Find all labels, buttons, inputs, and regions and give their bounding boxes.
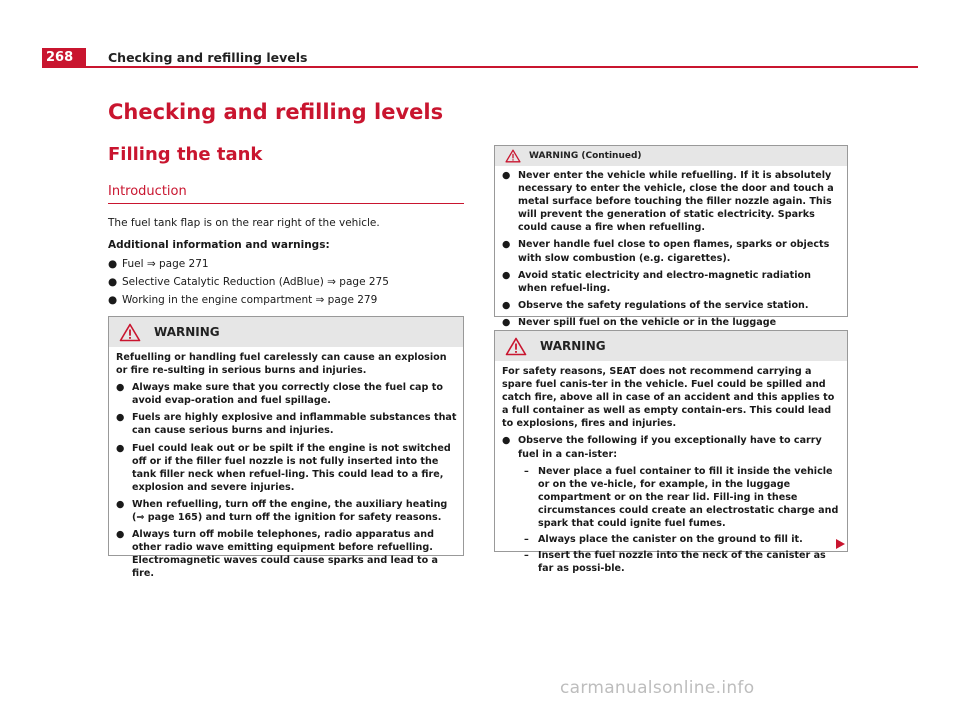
subsection-divider: [108, 203, 464, 204]
warning-header: [495, 331, 847, 361]
warning-header: [109, 317, 463, 347]
warning-triangle-icon: [505, 337, 527, 356]
warning-box-canister: [494, 330, 848, 575]
chapter-title: Checking and refilling levels: [108, 100, 444, 124]
list-item: ● Working in the engine compartment ⇒ page 279: [108, 294, 378, 306]
sub-list-item: – Always place the canister on the ground to fill it.: [524, 534, 803, 546]
watermark: carmanualsonline.info: [560, 678, 755, 698]
section-title: Filling the tank: [108, 144, 263, 165]
warning-box-continued: [494, 145, 848, 328]
warning-body: [495, 166, 847, 352]
continue-arrow-icon: [836, 539, 845, 549]
list-item: ● Never enter the vehicle while refuelling. If it is absolutely necessary to enter the vehicle, close the door and touch a metal surface before touching the filler nozzle again. This will prevent the generation of static electricity. Sparks could cause a fire when refuelling.: [502, 170, 834, 234]
page-number: 268: [42, 48, 86, 68]
link-engine-compartment[interactable]: Working in the engine compartment ⇒ page 279: [122, 294, 378, 306]
warning-triangle-icon: [119, 323, 141, 342]
intro-bullet-list: [108, 257, 464, 311]
warning-body: [495, 361, 847, 584]
header-divider: [42, 66, 918, 68]
list-item: ● When refuelling, turn off the engine, the auxiliary heating (⇒ page 165) and turn off the ignition for safety reasons.: [116, 498, 457, 528]
warning-lead: For safety reasons, SEAT does not recommend carrying a spare fuel canis-ter in the vehicle. Fuel could be spilled and catch fire, above all in case of an accident and this applies to a full container as well as empty contain-ers. This could lead to explosions, fires and injuries.: [502, 366, 835, 430]
link-adblue[interactable]: Selective Catalytic Reduction (AdBlue) ⇒ page 275: [122, 276, 389, 288]
list-item: ● Fuel could leak out or be spilt if the engine is not switched off or if the filler fuel nozzle is not fully inserted into the tank filler neck when refuel-ling. This could lead to a fire, explosion and severe injuries.: [116, 442, 451, 493]
running-header: Checking and refilling levels: [108, 50, 308, 65]
list-item: ● Observe the safety regulations of the service station.: [502, 299, 809, 311]
subsection-title: Introduction: [108, 184, 187, 199]
warning-body: [109, 347, 463, 591]
warning-header: [495, 146, 847, 166]
link-auxiliary-heating[interactable]: When refuelling, turn off the engine, the auxiliary heating (⇒ page 165) and turn off the ignition for safety reasons.: [132, 498, 448, 524]
list-item: ● Always turn off mobile telephones, radio apparatus and other radio wave emitting equipment before refuelling. Electromagnetic waves could cause sparks and lead to a fire.: [116, 529, 439, 580]
list-item: ● Avoid static electricity and electro-magnetic radiation when refuel-ling.: [502, 269, 811, 294]
list-item: ● Observe the following if you exceptionally have to carry fuel in a can-ister:: [502, 435, 822, 460]
warning-lead: Refuelling or handling fuel carelessly can cause an explosion or fire re-sulting in serious burns and injuries.: [116, 352, 447, 377]
warning-title: WARNING (Continued): [529, 151, 642, 161]
warning-triangle-icon: [505, 149, 521, 163]
warning-box-fuel: [108, 316, 464, 580]
list-item: ● Selective Catalytic Reduction (AdBlue) ⇒ page 275: [108, 276, 389, 288]
list-item: ● Always make sure that you correctly close the fuel cap to avoid evap-oration and fuel spillage.: [116, 382, 443, 407]
list-item: ● Never spill fuel on the vehicle or in the luggage: [502, 316, 777, 328]
list-item: ● Never handle fuel close to open flames, sparks or objects with slow combustion (e.g. cigarettes).: [502, 239, 830, 264]
list-item: ● Fuel ⇒ page 271: [108, 258, 209, 270]
additional-info-label: Additional information and warnings:: [108, 239, 330, 251]
sub-list-item: – Insert the fuel nozzle into the neck of the canister as far as possi-ble.: [524, 550, 826, 575]
intro-text: The fuel tank flap is on the rear right of the vehicle.: [108, 217, 380, 229]
link-fuel[interactable]: Fuel ⇒ page 271: [122, 258, 209, 270]
warning-title: WARNING: [540, 339, 606, 353]
sub-list-item: – Never place a fuel container to fill it inside the vehicle or on the ve-hicle, for example, in the luggage compartment or on the rear lid. Fill-ing in these circumstances could create an electrostatic charge and spark that could ignite fuel fumes.: [524, 465, 839, 530]
warning-title: WARNING: [154, 325, 220, 339]
list-item: ● Fuels are highly explosive and inflammable substances that can cause serious burns and injuries.: [116, 412, 457, 437]
